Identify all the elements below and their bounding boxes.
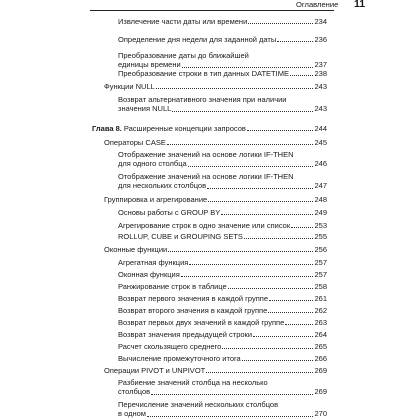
toc-entry-title: Группировка и агрегирование: [104, 195, 208, 204]
dot-leader: [221, 214, 313, 215]
toc-entry-page: 234: [314, 17, 327, 26]
dot-leader: [181, 276, 314, 277]
toc-entry-page: 243: [314, 82, 327, 91]
dot-leader: [290, 75, 314, 76]
toc-entry-title: Преобразование даты до ближайшей: [118, 51, 249, 60]
toc-entry-title-cont: в одном: [118, 409, 146, 419]
toc-entry: [104, 82, 327, 91]
toc-entry-page: 266: [314, 354, 327, 363]
toc-entry-page: 255: [314, 232, 327, 241]
toc-entry-page: 253: [314, 221, 327, 230]
running-header-title: Оглавление: [296, 0, 339, 9]
toc-entry-title: Расчет скользящего среднего: [118, 342, 222, 351]
toc-entry: [118, 378, 327, 397]
toc-entry-title: Оконные функции: [104, 245, 168, 254]
toc-entry: [118, 354, 327, 363]
toc-entry-title-cont: столбцов: [118, 387, 151, 397]
dot-leader: [167, 144, 314, 145]
toc-entry-title: Оконная функция: [118, 270, 180, 279]
toc-entry-page: 248: [314, 195, 327, 204]
toc-entry-title-cont: значения NULL: [118, 104, 172, 114]
toc-entry-page: 238: [314, 69, 327, 78]
toc-entry-title-cont: для одного столбца: [118, 159, 187, 169]
toc-entry-title: Отображение значений на основе логики IF-THEN: [118, 150, 294, 159]
toc-entry-page: 249: [314, 208, 327, 217]
toc-entry-page: 243: [314, 104, 327, 114]
toc-entry-page: 246: [314, 159, 327, 169]
toc-entry-page: 261: [314, 294, 327, 303]
dot-leader: [285, 324, 313, 325]
dot-leader: [247, 130, 314, 131]
toc-entry-page: 237: [314, 60, 327, 70]
dot-leader: [242, 360, 314, 361]
dot-leader: [228, 288, 314, 289]
toc-entry: [118, 221, 327, 230]
dot-leader: [151, 394, 313, 395]
page-number: 11: [354, 0, 366, 10]
chapter-label: Глава 8.: [92, 124, 122, 133]
toc-entry: [118, 35, 327, 44]
toc-entry-page: 257: [314, 270, 327, 279]
page-header: [0, 0, 420, 13]
toc-entry-page: 270: [314, 409, 327, 419]
toc-entry-title: Возврат первых двух значений в каждой группе: [118, 318, 285, 327]
toc-entry: [118, 69, 327, 78]
toc-entry: [118, 282, 327, 291]
toc-entry: [118, 306, 327, 315]
toc-entry-page: 269: [314, 366, 327, 375]
toc-entry: [118, 330, 327, 339]
toc-entry-title: Возврат второго значения в каждой группе: [118, 306, 268, 315]
toc-entry: [118, 208, 327, 217]
dot-leader: [244, 238, 314, 239]
toc-entry-page: 236: [314, 35, 327, 44]
toc-entry-page: 264: [314, 330, 327, 339]
toc-entry-title-cont: единицы времени: [118, 60, 181, 70]
dot-leader: [222, 348, 313, 349]
toc-entry-title: Извлечение части даты или времени: [118, 17, 248, 26]
toc-entry-title: Возврат альтернативного значения при наличии: [118, 95, 287, 104]
toc-entry: [118, 258, 327, 267]
toc-entry-title: Вычисление промежуточного итога: [118, 354, 241, 363]
toc-entry: [118, 400, 327, 419]
dot-leader: [269, 300, 313, 301]
toc-entry-title: Агрегирование строк в одно значение или список: [118, 221, 291, 230]
toc-entry: [104, 195, 327, 204]
toc-entry-page: 245: [314, 138, 327, 147]
toc-entry-title: Преобразование строки в тип данных DATETIME: [118, 69, 289, 78]
toc-entry-title: Операции PIVOT и UNPIVOT: [104, 366, 206, 375]
toc-entry-title: Операторы CASE: [104, 138, 166, 147]
toc-entry-page: 257: [314, 258, 327, 267]
toc-entry-title: Агрегатная функция: [118, 258, 189, 267]
toc-entry: [118, 270, 327, 279]
toc-entry-page: 269: [314, 387, 327, 397]
toc-entry-title: Функции NULL: [104, 82, 155, 91]
dot-leader: [207, 188, 313, 189]
toc-entry-title: Определение дня недели для заданной даты: [118, 35, 277, 44]
toc-entry-page: 265: [314, 342, 327, 351]
toc-entry-title: Основы работы с GROUP BY: [118, 208, 221, 217]
dot-leader: [206, 372, 313, 373]
dot-leader: [172, 111, 313, 112]
toc-entry-title: Отображение значений на основе логики IF-THEN: [118, 172, 294, 181]
toc-entry: [104, 366, 327, 375]
toc-entry: [118, 150, 327, 169]
toc-entry-page: 244: [314, 124, 327, 133]
toc-entry-title: Разбиение значений столбца на несколько: [118, 378, 268, 387]
header-rule: [90, 10, 334, 11]
dot-leader: [208, 201, 313, 202]
toc-entry-title: Расширенные концепции запросов: [123, 124, 246, 133]
toc-entry-page: 263: [314, 318, 327, 327]
dot-leader: [182, 67, 314, 68]
toc-entry: [104, 245, 327, 254]
toc-entry: [118, 95, 327, 114]
dot-leader: [277, 41, 313, 42]
dot-leader: [168, 251, 313, 252]
dot-leader: [147, 416, 314, 417]
toc-entry: [118, 17, 327, 26]
toc-entry: [118, 318, 327, 327]
toc-chapter-entry: [92, 124, 327, 133]
dot-leader: [189, 264, 313, 265]
toc-entry-title: Перечисление значений нескольких столбцов: [118, 400, 279, 409]
toc-entry: [118, 51, 327, 70]
toc-entry: [104, 138, 327, 147]
dot-leader: [291, 227, 313, 228]
toc-entry-title: ROLLUP, CUBE и GROUPING SETS: [118, 232, 243, 241]
toc-entry-page: 258: [314, 282, 327, 291]
toc-entry: [118, 342, 327, 351]
dot-leader: [188, 166, 314, 167]
toc-entry-title-cont: для нескольких столбцов: [118, 181, 207, 191]
dot-leader: [156, 88, 314, 89]
dot-leader: [248, 23, 313, 24]
toc-entry-page: 262: [314, 306, 327, 315]
toc-entry: [118, 232, 327, 241]
toc-entry: [118, 172, 327, 191]
dot-leader: [268, 312, 313, 313]
toc-entry: [118, 294, 327, 303]
dot-leader: [253, 336, 313, 337]
toc-entry-page: 256: [314, 245, 327, 254]
toc-entry-page: 247: [314, 181, 327, 191]
toc-entry-title: Возврат первого значения в каждой группе: [118, 294, 269, 303]
toc-entry-title: Ранжирование строк в таблице: [118, 282, 227, 291]
toc-entry-title: Возврат значения предыдущей строки: [118, 330, 253, 339]
